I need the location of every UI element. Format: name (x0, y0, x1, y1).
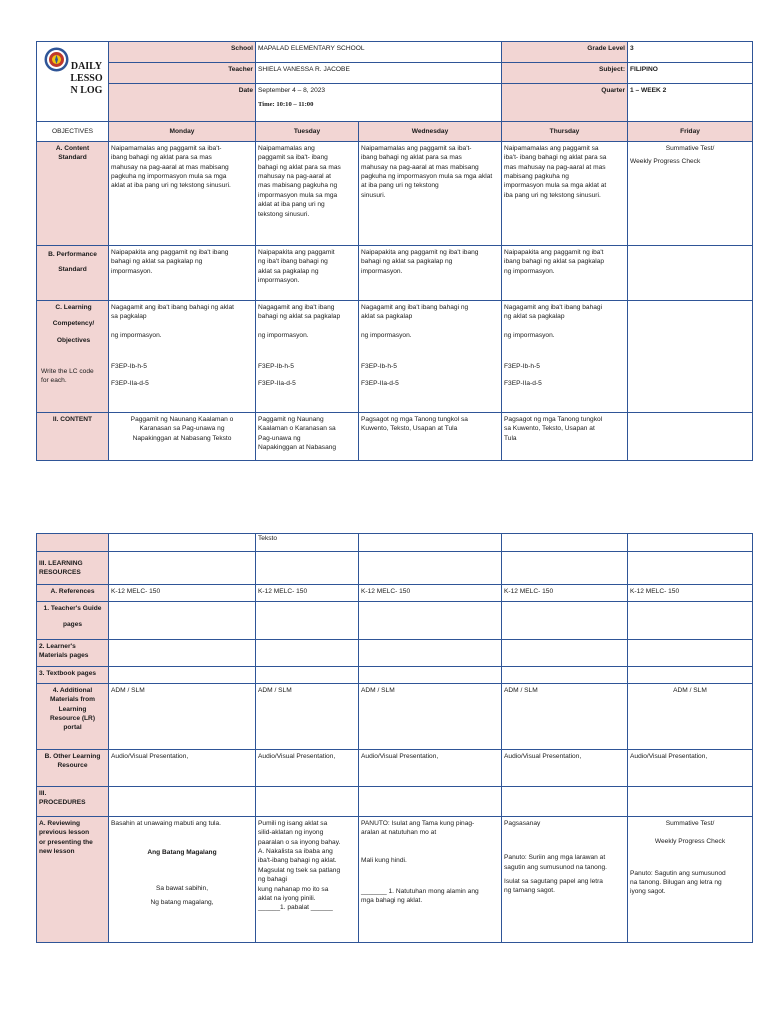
continuation-wednesday (359, 534, 502, 552)
quarter-label: Quarter (502, 84, 628, 122)
learners-materials-label: 2. Learner's Materials pages (37, 640, 109, 667)
lc-thursday-code-1: F3EP-Ib-h-5 (504, 363, 540, 371)
performance-standard-wednesday: Naipapakita ang paggamit ng iba't ibang bahagi ng aklat sa pagkalap ng impormasyon. (359, 246, 502, 301)
other-friday: Audio/Visual Presentation, (628, 750, 753, 787)
friday-summative-test: Summative Test/ (665, 145, 715, 152)
learning-competency-monday (109, 301, 256, 413)
lc-wednesday-code-1: F3EP-Ib-h-5 (361, 363, 397, 371)
reviewing-wednesday-item-1: _______ 1. Natutuhan mong alamin ang mga bahagi ng aklat. (361, 888, 479, 905)
poem-line-1: Sa bawat sabihin, (155, 884, 209, 892)
references-monday: K-12 MELC- 150 (109, 585, 256, 602)
other-resources-label: B. Other Learning Resource (37, 750, 109, 787)
reviewing-tuesday: Pumili ng isang aklat sa silid-aklatan ng inyong paaralan o sa inyong bahay. A. Nakalista sa ibaba ang iba't-ibang bahagi ng aklat. Magsulat ng tsek sa patlang ng bahagi kung nahanap mo ito sa aklat na iyong pinili. ______1. pabalat ______ (256, 817, 359, 943)
reviewing-thursday (502, 817, 628, 943)
day-thursday: Thursday (502, 122, 628, 142)
references-label: A. References (37, 585, 109, 602)
content-standard-label: A. Content Standard (37, 142, 109, 246)
learning-competency-friday (628, 301, 753, 413)
additional-tuesday: ADM / SLM (256, 684, 359, 750)
learning-competency-wednesday (359, 301, 502, 413)
log-title: DAILY LESSON LOG (70, 60, 103, 96)
content-tuesday: Paggamit ng Naunang Kaalaman o Karanasan sa Pag-unawa ng Napakinggan at Nabasang (256, 413, 359, 461)
reviewing-friday (628, 817, 753, 943)
school-value: MAPALAD ELEMENTARY SCHOOL (256, 42, 502, 63)
teacher-label: Teacher (109, 63, 256, 84)
additional-thursday: ADM / SLM (502, 684, 628, 750)
content-friday (628, 413, 753, 461)
references-thursday: K-12 MELC- 150 (502, 585, 628, 602)
reviewing-wednesday-instruction: PANUTO: Isulat ang Tama kung pinag- aralan at natutuhan mo at (361, 820, 475, 837)
content-label: II. CONTENT (37, 413, 109, 461)
additional-friday: ADM / SLM (628, 684, 753, 750)
continuation-thursday (502, 534, 628, 552)
lc-monday-code-2: F3EP-IIa-d-5 (111, 380, 149, 388)
continuation-monday (109, 534, 256, 552)
other-thursday: Audio/Visual Presentation, (502, 750, 628, 787)
time-value: Time: 10:10 – 11:00 (258, 101, 314, 109)
performance-standard-thursday: Naipapakita ang paggamit ng iba't ibang bahagi ng aklat sa pagkalap ng impormasyon. (502, 246, 628, 301)
teachers-guide-label: 1. Teacher's Guide (43, 605, 102, 612)
content-wednesday: Pagsagot ng mga Tanong tungkol sa Kuwento, Teksto, Usapan at Tula (359, 413, 502, 461)
continuation-tuesday: Teksto (256, 534, 359, 552)
objectives-label: OBJECTIVES (37, 122, 109, 142)
learning-competency-label-4: Write the LC code for each. (41, 368, 94, 385)
quarter-value: 1 – WEEK 2 (628, 84, 753, 122)
additional-wednesday: ADM / SLM (359, 684, 502, 750)
daily-lesson-log-table-1 (36, 41, 753, 461)
lc-monday-code-1: F3EP-Ib-h-5 (111, 363, 147, 371)
lc-wednesday-code-2: F3EP-IIa-d-5 (361, 380, 399, 388)
day-friday: Friday (628, 122, 753, 142)
additional-materials-label: 4. Additional Materials from Learning Resource (LR) portal (37, 684, 109, 750)
references-wednesday: K-12 MELC- 150 (359, 585, 502, 602)
learning-competency-tuesday (256, 301, 359, 413)
reviewing-thursday-title: Pagsasanay (504, 820, 541, 827)
teachers-guide-label-cell (37, 602, 109, 640)
reviewing-wednesday-mali: Mali kung hindi. (361, 856, 407, 864)
lc-wednesday-text-a: Nagagamit ang iba't ibang bahagi ng aklat sa pagkalap (361, 304, 469, 321)
lc-wednesday-text-b: ng impormasyon. (361, 331, 412, 339)
content-thursday: Pagsagot ng mga Tanong tungkol sa Kuwento, Teksto, Usapan at Tula (502, 413, 628, 461)
daily-lesson-log-table-2 (36, 533, 753, 943)
learning-competency-label-2: Competency/ (52, 320, 95, 328)
content-standard-friday (628, 142, 753, 246)
lc-monday-text-a: Nagagamit ang iba't ibang bahagi ng aklat sa pagkalap (111, 304, 234, 321)
content-standard-tuesday: Naipamamalas ang paggamit sa iba't- ibang bahagi ng aklat para sa mas mahusay na pag-aaral at mas mabisang pagkuha ng impormasyon mula sa mga aklat at iba pang uri ng tekstong sinusuri. (256, 142, 359, 246)
day-tuesday: Tuesday (256, 122, 359, 142)
header-title-cell (37, 42, 109, 122)
content-standard-thursday: Naipamamalas ang paggamit sa iba't- ibang bahagi ng aklat para sa mas mahusay na pag-aaral at mas mabisang pagkuha ng impormasyon mula sa mga aklat at iba pang uri ng tekstong sinusuri. (502, 142, 628, 246)
other-tuesday: Audio/Visual Presentation, (256, 750, 359, 787)
performance-standard-label: B. Performance Standard (37, 246, 109, 301)
lc-tuesday-code-2: F3EP-IIa-d-5 (258, 380, 296, 388)
lc-tuesday-code-1: F3EP-Ib-h-5 (258, 363, 294, 371)
performance-standard-friday (628, 246, 753, 301)
reviewing-thursday-note: Isulat sa sagutang papel ang letra ng tamang sagot. (504, 878, 603, 895)
learning-competency-label-cell (37, 301, 109, 413)
reviewing-friday-instruction: Panuto: Sagutin ang sumusunod na tanong. Bilugan ang letra ng iyong sagot. (630, 869, 726, 896)
continuation-friday (628, 534, 753, 552)
performance-standard-monday: Naipapakita ang paggamit ng iba't ibang bahagi ng aklat sa pagkalap ng impormasyon. (109, 246, 256, 301)
references-tuesday: K-12 MELC- 150 (256, 585, 359, 602)
reviewing-friday-weekly: Weekly Progress Check (654, 838, 726, 846)
poem-line-2: Ng batang magalang, (150, 899, 214, 907)
content-standard-monday: Naipamamalas ang paggamit sa iba't- ibang bahagi ng aklat para sa mas mahusay na pag-aaral at mas mabisang pagkuha ng impormasyon mula sa mga aklat at iba pang uri ng tekstong sinusuri. (109, 142, 256, 246)
day-monday: Monday (109, 122, 256, 142)
date-label: Date (109, 84, 256, 122)
lc-tuesday-text-b: ng impormasyon. (258, 331, 309, 339)
teachers-guide-pages: pages (62, 621, 83, 629)
learning-competency-thursday (502, 301, 628, 413)
lc-thursday-text-a: Nagagamit ang iba't ibang bahagi ng aklat sa pagkalap (504, 304, 603, 321)
learning-resources-label: III. LEARNING RESOURCES (37, 552, 109, 585)
subject-label: Subject: (502, 63, 628, 84)
content-standard-wednesday: Naipamamalas ang paggamit sa iba't- ibang bahagi ng aklat para sa mas mahusay na pag-aaral at mas mabisang pagkuha ng impormasyon mula sa mga aklat at iba pang uri ng tekstong sinusuri. (359, 142, 502, 246)
reviewing-friday-summative: Summative Test/ (665, 820, 715, 827)
other-monday: Audio/Visual Presentation, (109, 750, 256, 787)
poem-title: Ang Batang Magalang (147, 849, 217, 857)
procedures-label: III. PROCEDURES (37, 787, 109, 817)
grade-level-label: Grade Level (502, 42, 628, 63)
additional-monday: ADM / SLM (109, 684, 256, 750)
date-value: September 4 – 8, 2023 (258, 87, 326, 94)
other-wednesday: Audio/Visual Presentation, (359, 750, 502, 787)
subject-value: FILIPINO (628, 63, 753, 84)
content-monday: Paggamit ng Naunang Kaalaman o Karanasan sa Pag-unawa ng Napakinggan at Nabasang Teksto (109, 413, 256, 461)
learning-competency-label-1: C. Learning (55, 304, 92, 311)
lc-thursday-code-2: F3EP-IIa-d-5 (504, 380, 542, 388)
date-cell (256, 84, 502, 122)
grade-level-value: 3 (628, 42, 753, 63)
lc-thursday-text-b: ng impormasyon. (504, 331, 555, 339)
friday-weekly-check: Weekly Progress Check (630, 158, 701, 166)
reviewing-monday-instruction: Basahin at unawaing mabuti ang tula. (111, 820, 221, 827)
lc-tuesday-text-a: Nagagamit ang iba't ibang bahagi ng aklat sa pagkalap (258, 304, 341, 321)
references-friday: K-12 MELC- 150 (628, 585, 753, 602)
reviewing-label: A. Reviewing previous lesson or presenting the new lesson (37, 817, 109, 943)
reviewing-thursday-instruction: Panuto: Suriin ang mga larawan at sagutin ang sumusunod na tanong. (504, 854, 608, 871)
day-wednesday: Wednesday (359, 122, 502, 142)
school-label: School (109, 42, 256, 63)
teacher-value: SHIELA VANESSA R. JACOBE (256, 63, 502, 84)
continuation-label (37, 534, 109, 552)
performance-standard-tuesday: Naipapakita ang paggamit ng iba't ibang bahagi ng aklat sa pagkalap ng impormasyon. (256, 246, 359, 301)
lc-monday-text-b: ng impormasyon. (111, 331, 162, 339)
textbook-label: 3. Textbook pages (37, 667, 109, 684)
reviewing-wednesday (359, 817, 502, 943)
learning-competency-label-3: Objectives (56, 336, 91, 344)
reviewing-monday (109, 817, 256, 943)
